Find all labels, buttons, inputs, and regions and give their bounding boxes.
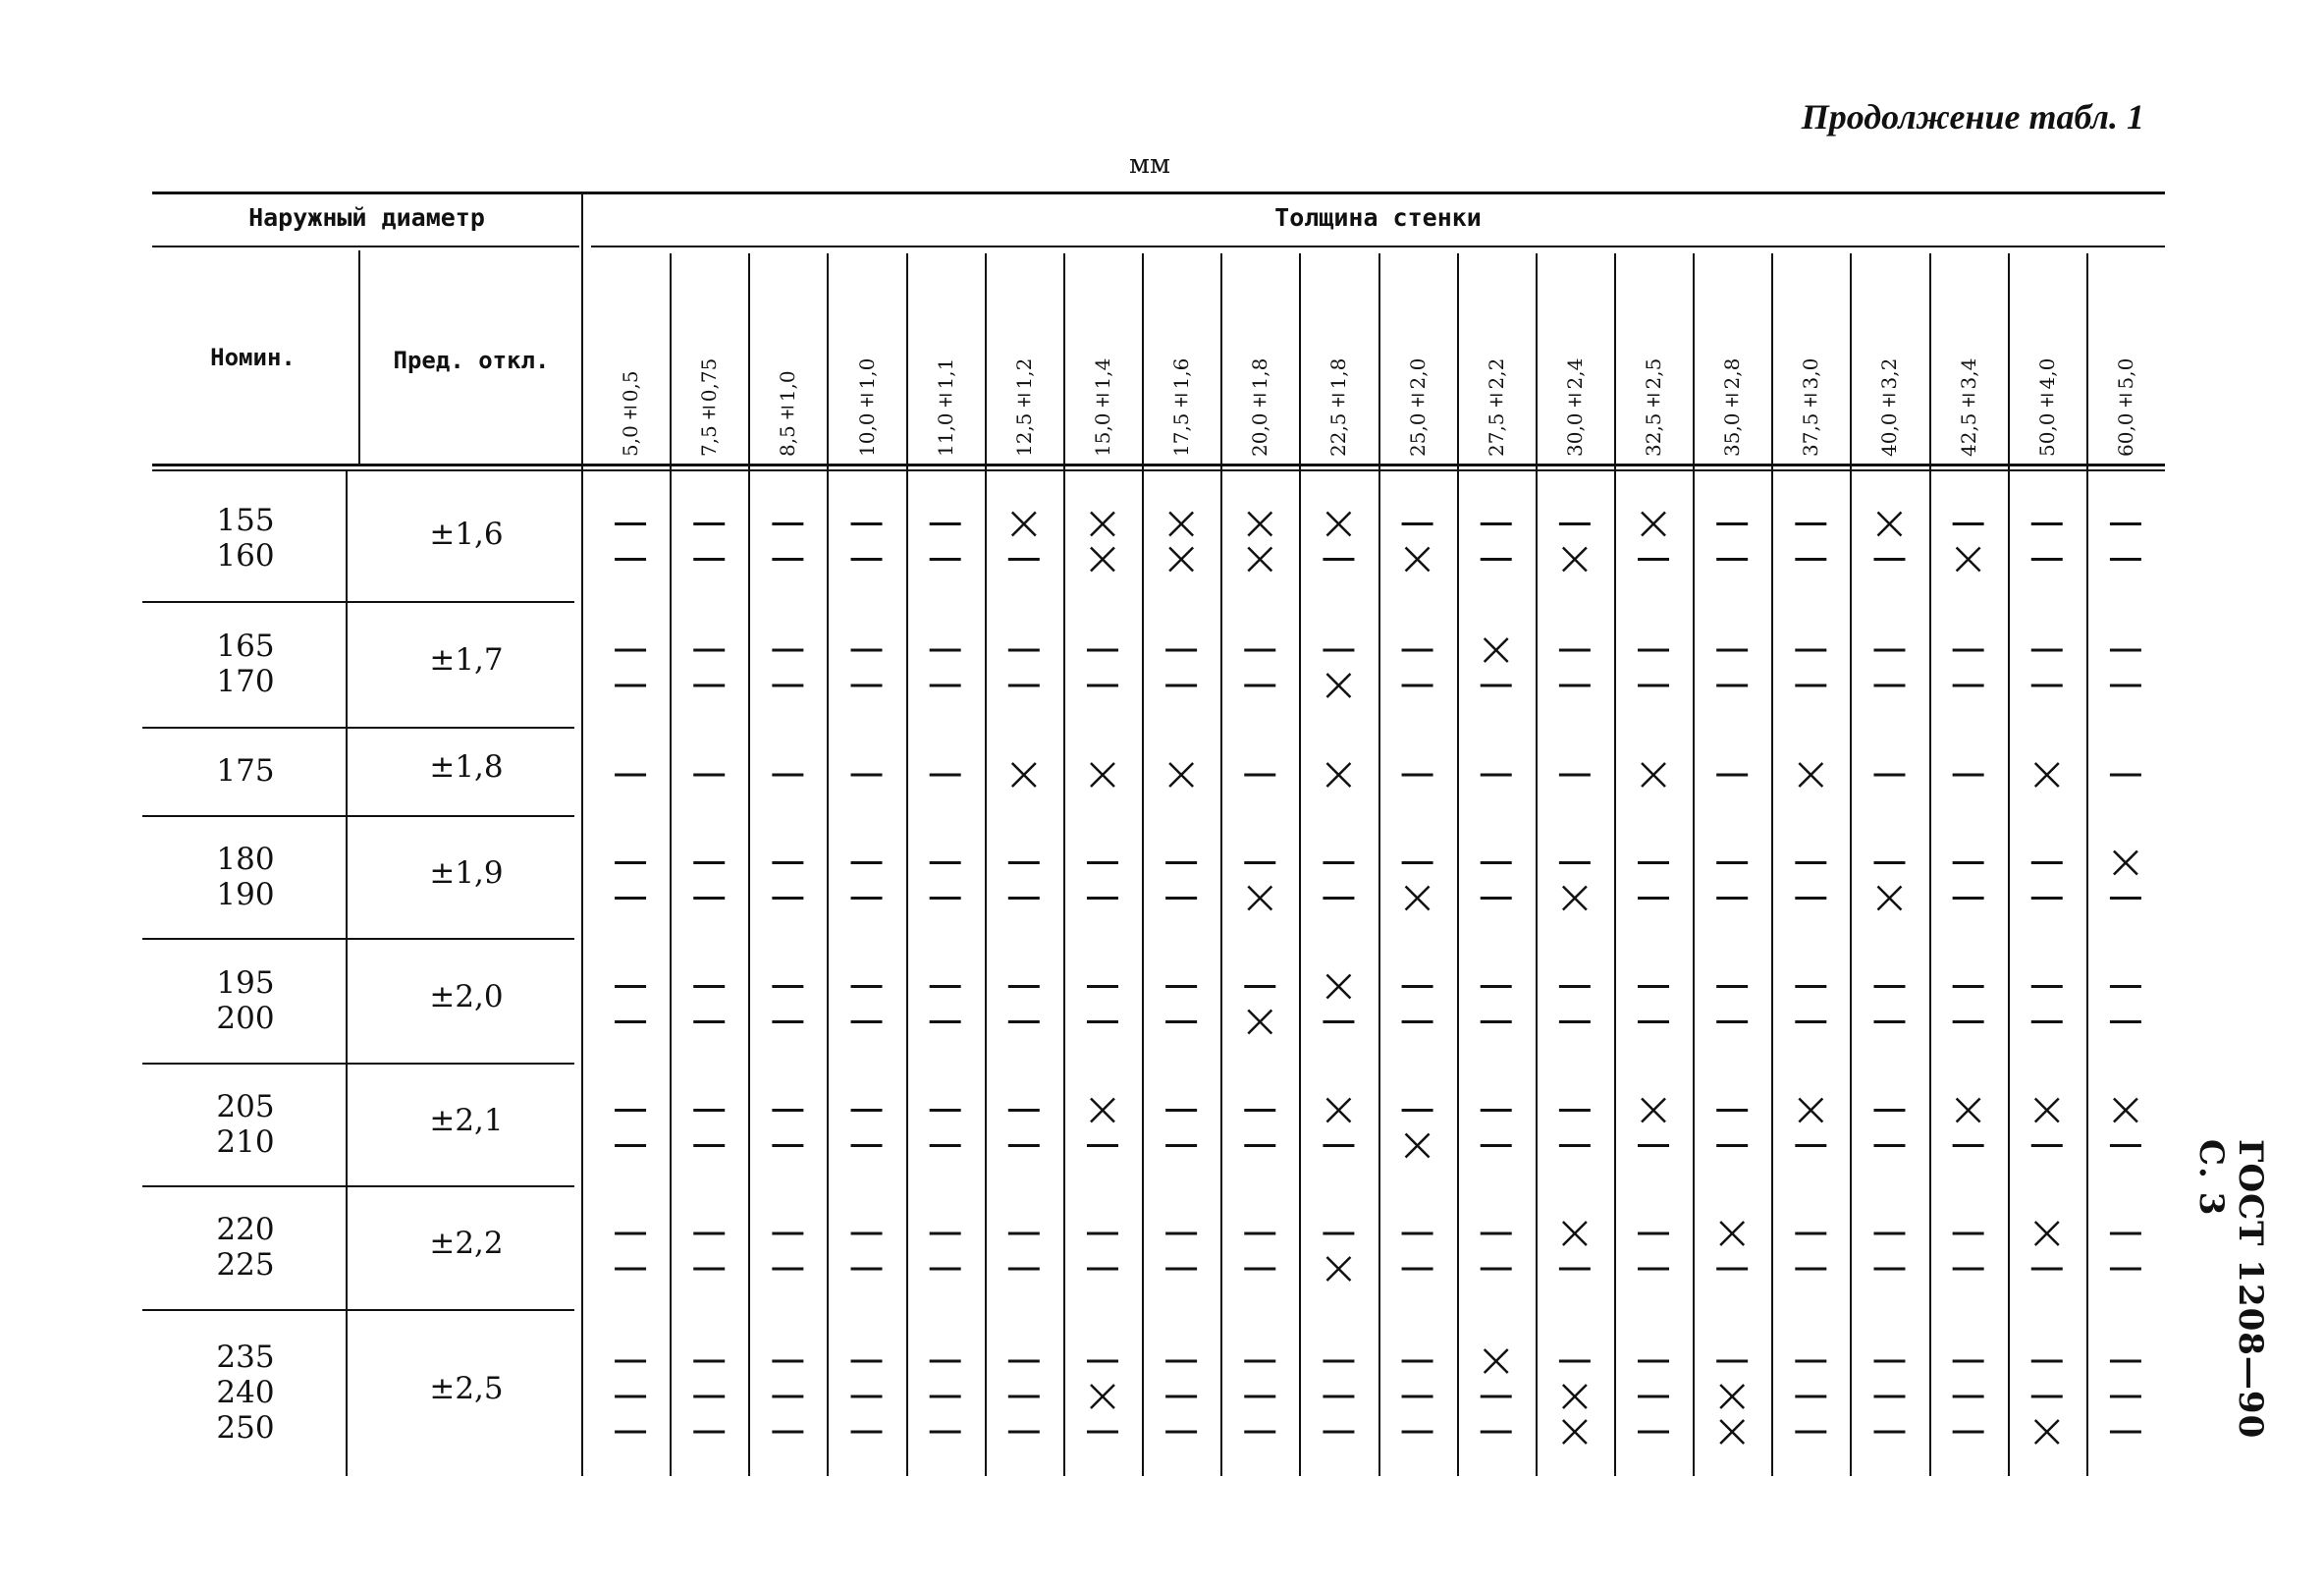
cross-mark [1326, 513, 1350, 536]
cross-mark [2114, 851, 2137, 875]
column-header: 15,0±1,4 [1090, 357, 1114, 457]
cross-mark [1091, 1385, 1114, 1408]
cross-mark [1406, 1134, 1430, 1158]
column-header: 11,0±1,1 [933, 357, 957, 457]
column-header: 5,0±0,5 [619, 370, 643, 457]
cross-mark [1326, 1099, 1350, 1122]
cross-mark [1720, 1385, 1744, 1408]
cross-mark [1248, 1011, 1271, 1034]
cross-mark [1012, 763, 1036, 787]
cross-mark [1957, 548, 1980, 572]
column-header: 42,5±3,4 [1956, 357, 1980, 457]
cross-mark [1642, 763, 1665, 787]
cross-mark [1642, 513, 1665, 536]
cross-mark [1248, 513, 1271, 536]
cross-mark [1877, 887, 1901, 910]
cross-mark [1169, 548, 1193, 572]
tolerance-value: ±2,2 [429, 1226, 504, 1261]
cross-mark [2035, 1099, 2059, 1122]
nominal-diameter-value: 205 [216, 1088, 275, 1124]
column-header: 8,5±1,0 [776, 370, 800, 457]
cross-mark [2035, 763, 2059, 787]
nominal-diameter-value: 165 [216, 629, 275, 664]
units-label: мм [1129, 149, 1171, 180]
cross-mark [1720, 1222, 1744, 1245]
column-header: 7,5±0,75 [697, 357, 722, 457]
tolerance-value: ±2,5 [429, 1371, 504, 1406]
nominal-diameter-value: 195 [216, 964, 275, 1001]
column-header: 60,0±5,0 [2113, 357, 2137, 457]
nominal-diameter-value: 180 [216, 841, 275, 877]
header-tolerance: Пред. откл. [393, 347, 550, 374]
nominal-diameter-value: 240 [216, 1375, 275, 1410]
cross-mark [1091, 763, 1114, 787]
cross-mark [1406, 548, 1430, 572]
cross-mark [1091, 513, 1114, 536]
cross-mark [2035, 1420, 2059, 1444]
cross-mark [2035, 1222, 2059, 1245]
nominal-diameter-value: 235 [216, 1340, 275, 1375]
column-header: 25,0±2,0 [1405, 357, 1430, 457]
header-outer-diameter: Наружный диаметр [248, 203, 485, 232]
column-header: 40,0±3,2 [1877, 357, 1902, 457]
column-header: 27,5±2,2 [1484, 357, 1508, 457]
cross-mark [1563, 548, 1587, 572]
cross-mark [1326, 674, 1350, 697]
nominal-diameter-value: 175 [216, 753, 275, 789]
header-wall-thickness: Толщина стенки [1274, 203, 1482, 232]
cross-mark [1326, 975, 1350, 999]
column-header: 12,5±1,2 [1011, 357, 1036, 457]
column-header: 37,5±3,0 [1799, 357, 1823, 457]
cross-mark [1799, 763, 1822, 787]
tolerance-value: ±1,6 [429, 516, 504, 552]
cross-mark [1326, 1257, 1350, 1281]
tolerance-value: ±2,1 [429, 1102, 504, 1138]
cross-mark [1957, 1099, 1980, 1122]
nominal-diameter-value: 160 [216, 537, 275, 574]
column-header: 30,0±2,4 [1562, 357, 1587, 457]
nominal-diameter-value: 155 [216, 502, 275, 538]
tolerance-value: ±2,0 [429, 978, 504, 1014]
header-nominal: Номин. [210, 344, 296, 371]
cross-mark [1091, 548, 1114, 572]
column-header: 35,0±2,8 [1720, 357, 1745, 457]
cross-mark [1012, 513, 1036, 536]
table-caption: Продолжение табл. 1 [1801, 97, 2144, 137]
cross-mark [1091, 1099, 1114, 1122]
nominal-diameter-value: 170 [216, 664, 275, 699]
cross-mark [1248, 887, 1271, 910]
cross-mark [1563, 1222, 1587, 1245]
cross-mark [1877, 513, 1901, 536]
tolerance-value: ±1,7 [429, 642, 504, 678]
cross-mark [1485, 638, 1508, 662]
nominal-diameter-value: 220 [216, 1212, 275, 1247]
cross-mark [1485, 1349, 1508, 1373]
column-header: 10,0±1,0 [854, 357, 879, 457]
cross-mark [1563, 887, 1587, 910]
cross-mark [2114, 1099, 2137, 1122]
nominal-diameter-value: 210 [216, 1123, 275, 1160]
column-header: 50,0±4,0 [2034, 357, 2059, 457]
nominal-diameter-value: 225 [216, 1247, 275, 1283]
cross-mark [1406, 887, 1430, 910]
cross-mark [1326, 763, 1350, 787]
column-header: 32,5±2,5 [1642, 357, 1666, 457]
cross-mark [1642, 1099, 1665, 1122]
column-header: 22,5±1,8 [1326, 357, 1351, 457]
cross-mark [1720, 1420, 1744, 1444]
nominal-diameter-value: 190 [216, 876, 275, 912]
tolerance-value: ±1,8 [429, 749, 504, 785]
cross-mark [1799, 1099, 1822, 1122]
nominal-diameter-value: 200 [216, 1000, 275, 1036]
cross-mark [1169, 513, 1193, 536]
tolerance-value: ±1,9 [429, 854, 504, 891]
nominal-diameter-value: 250 [216, 1410, 275, 1446]
cross-mark [1169, 763, 1193, 787]
cross-mark [1248, 548, 1271, 572]
standard-page-label: ГОСТ 1208—90 С. 3 [2191, 1139, 2270, 1440]
cross-mark [1563, 1420, 1587, 1444]
column-header: 17,5±1,6 [1169, 357, 1194, 457]
cross-mark [1563, 1385, 1587, 1408]
column-header: 20,0±1,8 [1248, 357, 1272, 457]
